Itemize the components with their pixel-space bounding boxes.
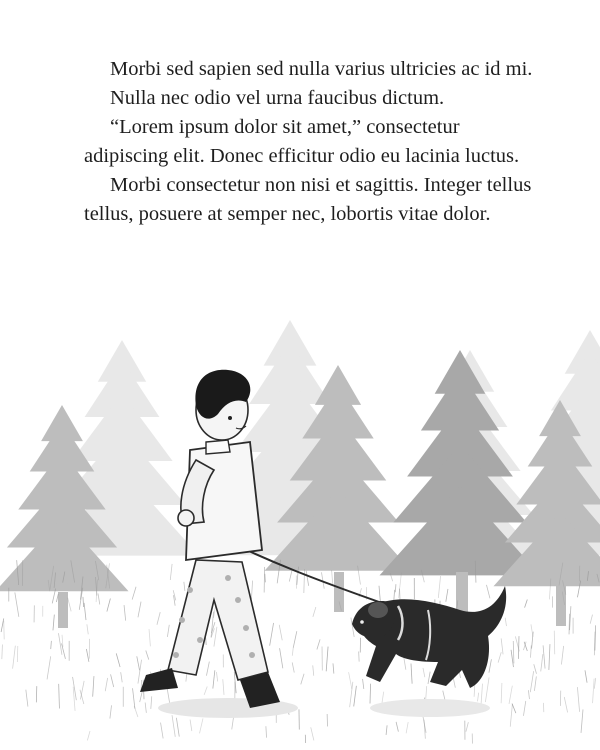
story-paragraph-1: Morbi sed sapien sed nulla varius ultricies ac id mi. [110, 58, 533, 80]
story-paragraph-4: Morbi consectetur non nisi et sagittis. Integer tellus tellus, posuere at semper nec, lobortis vitae dolor. [84, 174, 532, 225]
story-paragraph-3: “Lorem ipsum dolor sit amet,” consectetur adipiscing elit. Donec efficitur odio eu lacinia luctus. [84, 116, 520, 167]
dog-figure [352, 586, 506, 717]
forest-walk-illustration [0, 310, 600, 750]
story-paragraph-2: Nulla nec odio vel urna faucibus dictum. [110, 87, 445, 109]
story-text [84, 55, 544, 229]
